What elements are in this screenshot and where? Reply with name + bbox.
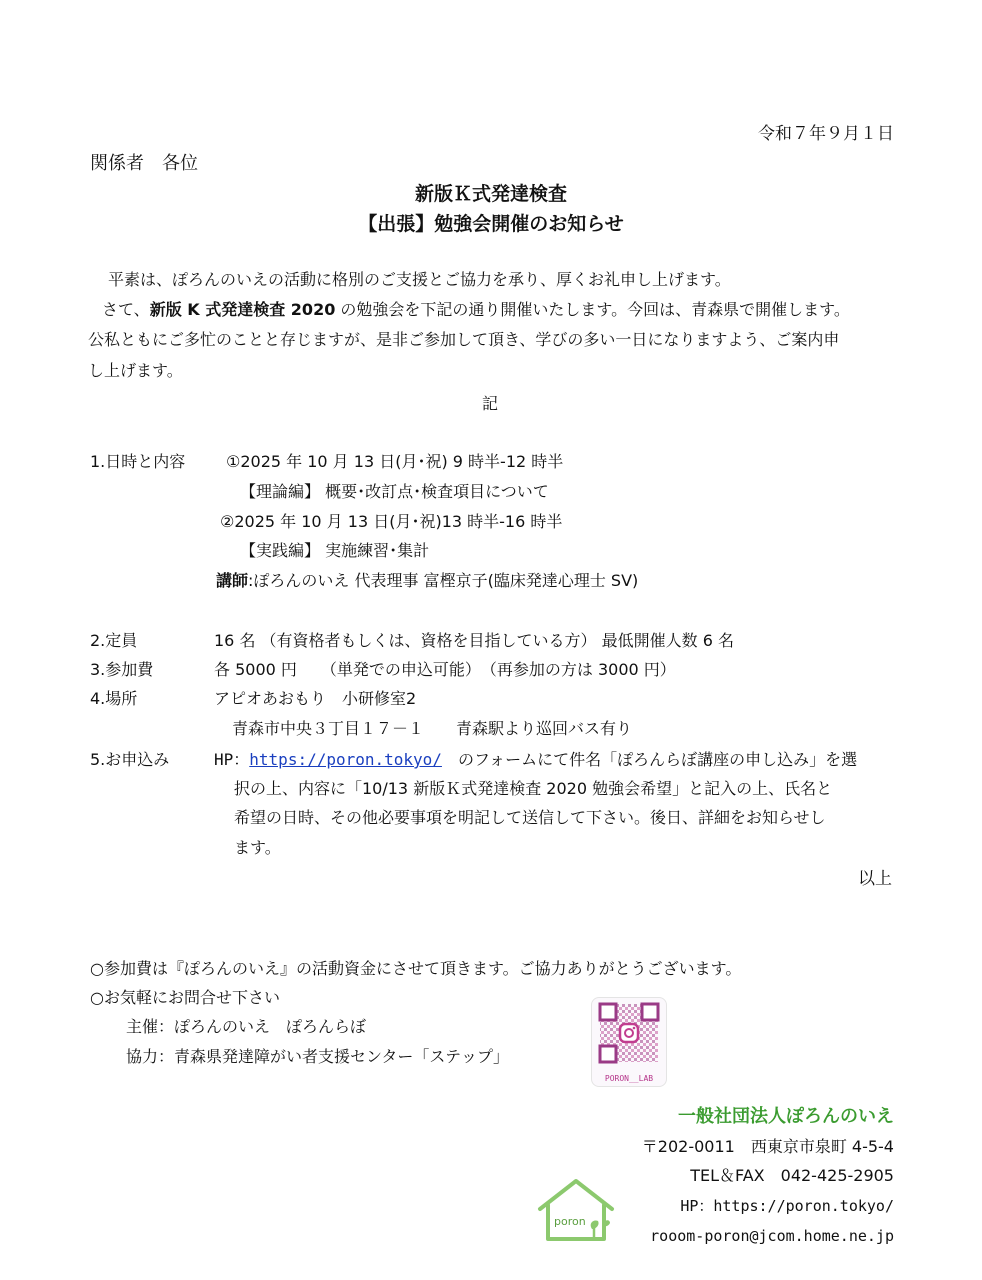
title-line-1: 新版Ｋ式発達検査 <box>414 183 567 205</box>
item-apply-line-4: ます。 <box>234 838 281 857</box>
qr-code[interactable] <box>591 997 667 1087</box>
lecturer-name: :ぽろんのいえ 代表理事 富樫京子(臨床発達心理士 SV) <box>248 571 639 590</box>
closing-ijou: 以上 <box>858 869 892 889</box>
logo-text: poron <box>554 1215 586 1228</box>
org-homepage: HP：https://poron.tokyo/ <box>680 1197 894 1215</box>
intro-paragraph-3: 公私ともにご多忙のことと存じますが、是非ご参加して頂き、学びの多い一日になりますよう、ご案内申 <box>88 330 840 349</box>
org-name: 一般社団法人ぽろんのいえ <box>678 1106 894 1127</box>
org-postal-address: 〒202-0011 西東京市泉町 4-5-4 <box>641 1137 894 1156</box>
cooperation: 協力：青森県発達障がい者支援センター「ステップ」 <box>126 1047 510 1066</box>
apply-url-link[interactable]: https://poron.tokyo/ <box>249 750 442 769</box>
item-fee-value: 各 5000 円 （単発での申込可能） （再参加の方は 3000 円） <box>214 660 676 679</box>
intro-p2-suffix: の勉強会を下記の通り開催いたします。今回は、青森県で開催します。 <box>335 300 850 319</box>
org-tel-fax: TEL＆FAX 042-425-2905 <box>690 1166 894 1185</box>
apply-line-1-suffix: のフォームにて件名「ぽろんらぼ講座の申し込み」を選 <box>441 750 858 769</box>
host: 主催：ぽろんのいえ ぽろんらぼ <box>126 1017 367 1036</box>
document-date: 令和７年９月１日 <box>758 124 894 144</box>
org-email: rooom-poron@jcom.home.ne.jp <box>650 1227 894 1245</box>
item-fee-label: 3.参加費 <box>90 660 154 679</box>
intro-paragraph-2 <box>102 298 850 322</box>
apply-hp-prefix: HP： <box>214 750 250 769</box>
note-contact: ○お気軽にお問合せ下さい <box>90 988 280 1007</box>
item-datetime-label: 1.日時と内容 <box>90 452 186 471</box>
intro-p2-bold: 新版 K 式発達検査 2020 <box>149 300 336 319</box>
intro-p2-prefix: さて、 <box>102 300 150 319</box>
intro-paragraph-4: し上げます。 <box>88 361 183 380</box>
house-logo-icon <box>536 1175 616 1247</box>
session-2-detail: 【実践編】 実施練習･集計 <box>240 541 430 560</box>
session-1-time: ①2025 年 10 月 13 日(月･祝) 9 時半-12 時半 <box>226 452 564 471</box>
title-line-2: 【出張】勉強会開催のお知らせ <box>358 213 624 235</box>
item-place-value: アピオあおもり 小研修室2 <box>214 689 417 708</box>
addressee: 関係者 各位 <box>90 153 198 174</box>
item-place-label: 4.場所 <box>90 689 138 708</box>
poron-house-logo <box>536 1175 616 1247</box>
lecturer-label: 講師 <box>216 571 249 590</box>
qr-label: PORON__LAB <box>604 1074 654 1083</box>
qr-code-icon <box>592 998 666 1070</box>
lecturer <box>216 569 638 593</box>
item-apply-line-2: 択の上、内容に「10/13 新版Ｋ式発達検査 2020 勉強会希望」と記入の上、氏名と <box>234 779 833 798</box>
note-fee-usage: ○参加費は『ぽろんのいえ』の活動資金にさせて頂きます。ご協力ありがとうございます。 <box>90 959 742 978</box>
item-capacity-label: 2.定員 <box>90 631 138 650</box>
item-apply-line-3: 希望の日時、その他必要事項を明記して送信して下さい。後日、詳細をお知らせし <box>234 808 826 827</box>
intro-paragraph-1: 平素は、ぽろんのいえの活動に格別のご支援とご協力を承り、厚くお礼申し上げます。 <box>108 270 731 289</box>
item-capacity-value: 16 名 （有資格者もしくは、資格を目指している方） 最低開催人数 6 名 <box>214 631 734 650</box>
item-place-address: 青森市中央３丁目１７－１ 青森駅より巡回バス有り <box>232 719 633 738</box>
session-2-time: ②2025 年 10 月 13 日(月･祝)13 時半-16 時半 <box>220 512 563 531</box>
session-1-detail: 【理論編】 概要･改訂点･検査項目について <box>240 482 549 501</box>
item-apply-label: 5.お申込み <box>90 750 170 769</box>
item-apply-line-1 <box>214 748 857 772</box>
ki-heading: 記 <box>482 394 499 413</box>
